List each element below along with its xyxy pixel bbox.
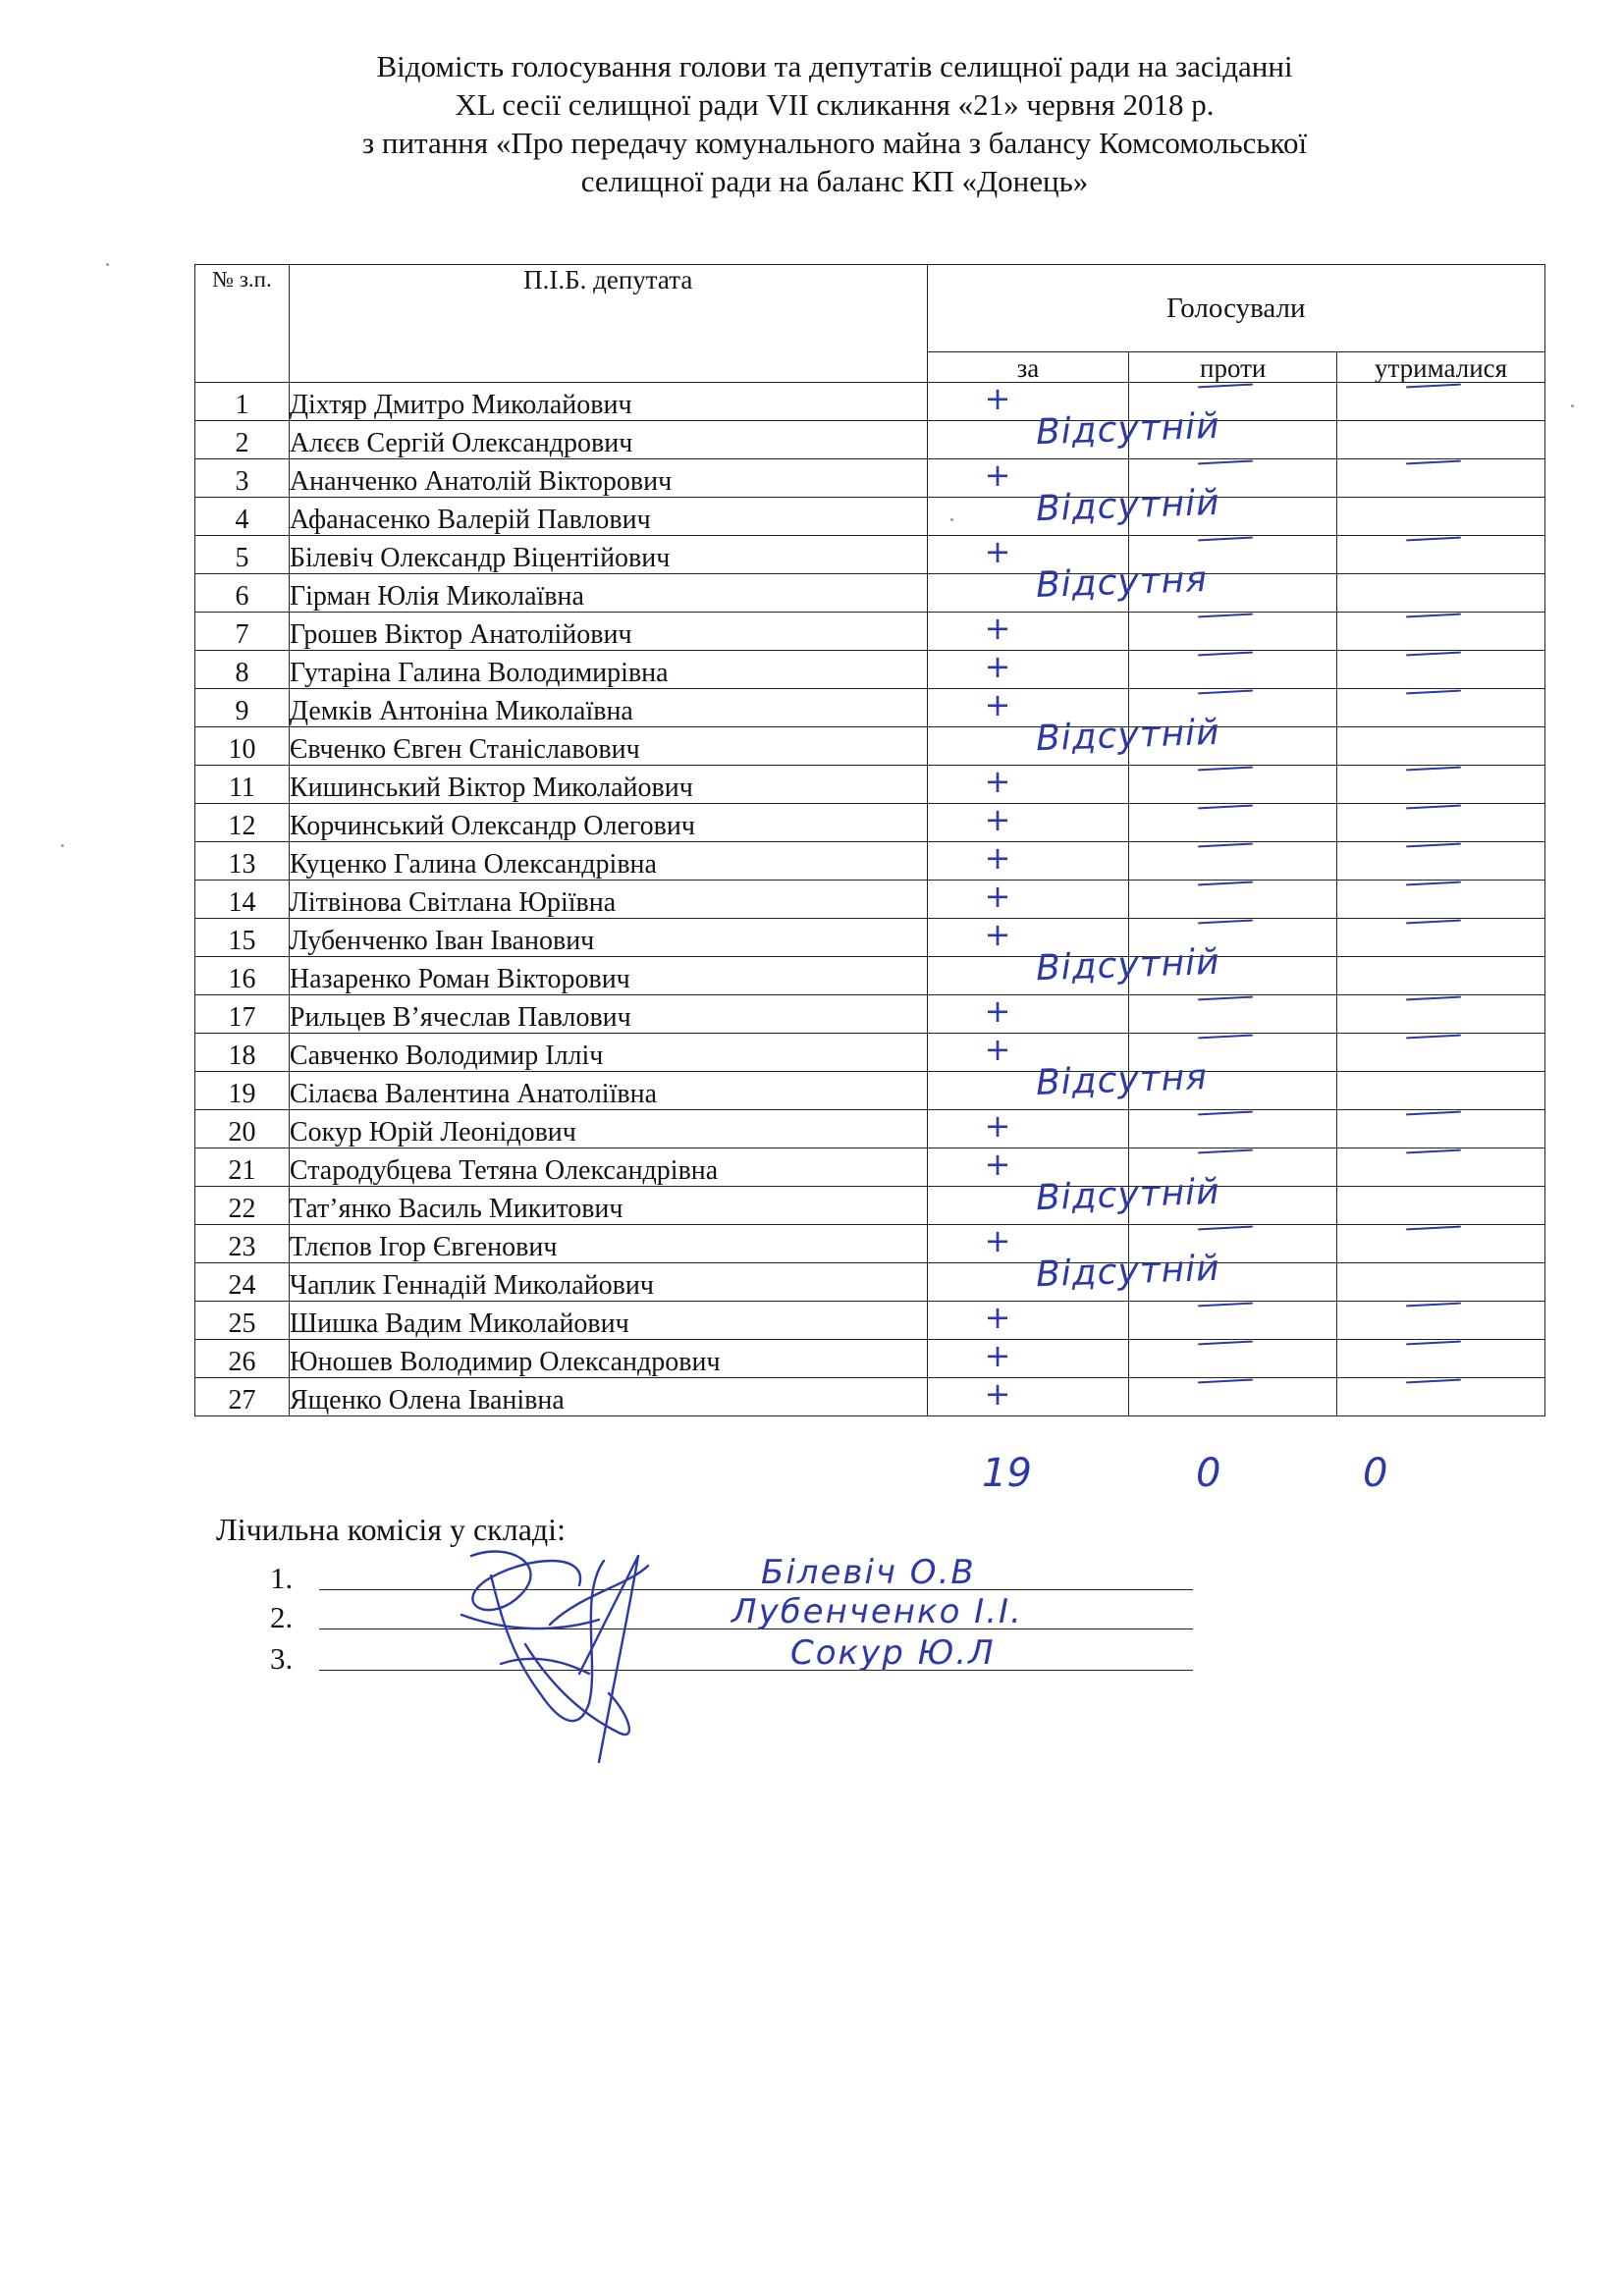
dash-mark-icon [1198,384,1253,389]
plus-mark-icon: + [984,533,1011,570]
table-row [195,459,1545,498]
plus-mark-icon: + [984,878,1011,915]
deputy-name: Шишка Вадим Миколайович [289,1302,927,1340]
deputy-name: Рильцев В’ячеслав Павлович [289,995,927,1034]
dash-mark-icon [1406,652,1461,657]
dash-mark-icon [1406,920,1461,925]
row-number: 8 [195,651,290,689]
vote-abstained-cell [1337,1110,1545,1148]
dash-mark-icon [1198,1341,1253,1346]
vote-abstained-cell [1337,881,1545,919]
plus-mark-icon: + [984,1337,1011,1374]
row-number: 13 [195,842,290,881]
dash-mark-icon [1198,690,1253,695]
deputy-name: Куценко Галина Олександрівна [289,842,927,881]
plus-mark-icon: + [984,763,1011,800]
vote-abstained-cell [1337,842,1545,881]
deputy-name: Юношев Володимир Олександрович [289,1340,927,1378]
row-number: 11 [195,766,290,804]
row-number: 20 [195,1110,290,1148]
dash-mark-icon [1406,690,1461,695]
plus-mark-icon: + [984,1146,1011,1183]
vote-abstained-cell [1337,1302,1545,1340]
title-line: XL сесії селищної ради VII скликання «21» червня 2018 р. [455,87,1215,122]
absent-note: Відсутній [1034,712,1220,760]
vote-against-cell [1129,1225,1337,1263]
dash-mark-icon [1198,537,1253,542]
vote-abstained-cell [1337,1225,1545,1263]
vote-against-cell [1129,919,1337,957]
vote-for-cell [927,1031,1129,1072]
dash-mark-icon [1406,1035,1461,1040]
vote-against-cell [1129,536,1337,574]
deputy-name: Лубенченко Іван Іванович [289,919,927,957]
plus-mark-icon: + [984,686,1011,723]
vote-for-cell [927,916,1129,957]
deputy-name: Білевіч Олександр Віцентійович [289,536,927,574]
vote-against-cell [1129,574,1337,613]
dash-mark-icon [1198,996,1253,1001]
row-number: 4 [195,498,290,536]
table-row [195,1187,1545,1225]
dash-mark-icon [1198,1111,1253,1116]
deputy-name: Гутаріна Галина Володимирівна [289,651,927,689]
dash-mark-icon [1406,996,1461,1001]
dash-mark-icon [1406,460,1461,465]
vote-against-cell [1129,881,1337,919]
vote-abstained-cell [1337,766,1545,804]
dash-mark-icon [1406,881,1461,886]
plus-mark-icon: + [984,1375,1011,1413]
row-number: 25 [195,1302,290,1340]
plus-mark-icon: + [984,1299,1011,1336]
vote-for-cell [927,801,1129,842]
row-number: 24 [195,1263,290,1302]
dash-mark-icon [1198,1035,1253,1040]
vote-for-cell [927,380,1129,421]
table-row [195,1340,1545,1378]
vote-against-cell [1129,613,1337,651]
deputy-name: Сілаєва Валентина Анатоліївна [289,1072,927,1110]
row-number: 1 [195,383,290,421]
dash-mark-icon [1406,843,1461,848]
row-number: 10 [195,727,290,766]
dash-mark-icon [1406,1303,1461,1308]
vote-abstained-cell [1337,536,1545,574]
plus-mark-icon: + [984,992,1011,1030]
table-row [195,881,1545,919]
vote-for-cell [927,533,1129,574]
vote-for-cell [927,1056,1209,1110]
vote-against-cell [1129,1263,1337,1302]
vote-against-cell [1129,804,1337,842]
vote-abstained-cell [1337,1072,1545,1110]
vote-for-cell [927,1299,1129,1340]
title-line: селищної ради на баланс КП «Донець» [580,164,1089,198]
vote-abstained-cell [1337,574,1545,613]
plus-mark-icon: + [984,839,1011,877]
commission-member-row [270,1592,1193,1635]
commission-member-index: 1. [270,1561,294,1595]
plus-mark-icon: + [984,610,1011,647]
scan-speck [61,844,64,847]
dash-mark-icon [1406,1149,1461,1154]
table-row [195,919,1545,957]
vote-for-cell [927,712,1220,766]
plus-mark-icon: + [984,648,1011,685]
vote-against-cell [1129,459,1337,498]
deputy-name: Демків Антоніна Миколаївна [289,689,927,727]
vote-abstained-cell [1337,1340,1545,1378]
deputy-name: Стародубцева Тетяна Олександрівна [289,1148,927,1187]
vote-against-cell [1129,995,1337,1034]
vote-for-cell [927,405,1220,459]
table-row [195,383,1545,421]
dash-mark-icon [1198,1149,1253,1154]
dash-mark-icon [1406,537,1461,542]
deputy-name: Чаплик Геннадій Миколайович [289,1263,927,1302]
vote-abstained-cell [1337,421,1545,459]
vote-abstained-cell [1337,1378,1545,1416]
vote-against-cell [1129,1302,1337,1340]
absent-note: Відсутній [1034,941,1220,989]
vote-abstained-cell [1337,919,1545,957]
row-number: 19 [195,1072,290,1110]
table-row [195,1378,1545,1416]
commission-member-row [270,1633,1193,1677]
deputy-name: Назаренко Роман Вікторович [289,957,927,995]
voting-table [194,264,1545,1416]
plus-mark-icon: + [984,1031,1011,1068]
deputy-name: Літвінова Світлана Юріївна [289,881,927,919]
voting-table-body [195,380,1545,1416]
vote-against-cell [1129,842,1337,881]
vote-abstained-cell [1337,1148,1545,1187]
row-number: 26 [195,1340,290,1378]
table-row [195,613,1545,651]
plus-mark-icon: + [984,1107,1011,1145]
vote-for-cell [927,456,1129,498]
dash-mark-icon [1198,920,1253,925]
table-row [195,1225,1545,1263]
dash-mark-icon [1198,652,1253,657]
vote-abstained-cell [1337,613,1545,651]
title-line: Відомість голосування голови та депутатів селищної ради на засіданні [376,49,1293,83]
row-number: 23 [195,1225,290,1263]
dash-mark-icon [1406,1111,1461,1116]
vote-for-cell [927,839,1129,881]
deputy-name: Діхтяр Дмитро Миколайович [289,383,927,421]
table-row [195,842,1545,881]
deputy-name: Сокур Юрій Леонідович [289,1110,927,1148]
vote-against-cell [1129,383,1337,421]
vote-for-cell [927,559,1209,613]
table-row [195,1148,1545,1187]
column-header-name: П.І.Б. депутата [289,265,927,383]
vote-against-cell [1129,689,1337,727]
absent-note: Відсутній [1034,405,1220,454]
vote-against-cell [1129,766,1337,804]
row-number: 12 [195,804,290,842]
vote-for-cell [927,1337,1129,1378]
vote-abstained-cell [1337,957,1545,995]
row-number: 21 [195,1148,290,1187]
table-row [195,1034,1545,1072]
row-number: 2 [195,421,290,459]
dash-mark-icon [1406,1379,1461,1384]
vote-against-cell [1129,498,1337,536]
vote-for-cell [927,878,1129,919]
vote-for-cell [927,1171,1220,1225]
deputy-name: Тат’янко Василь Микитович [289,1187,927,1225]
dash-mark-icon [1406,805,1461,810]
total-for: 19 [982,1451,1032,1496]
table-row [195,804,1545,842]
vote-for-cell [927,648,1129,689]
dash-mark-icon [1406,614,1461,618]
vote-against-cell [1129,1148,1337,1187]
row-number: 14 [195,881,290,919]
table-row [195,957,1545,995]
scan-speck [1571,404,1574,407]
vote-abstained-cell [1337,1034,1545,1072]
document-title [196,47,1473,200]
deputy-name: Корчинський Олександр Олегович [289,804,927,842]
vote-abstained-cell [1337,459,1545,498]
dash-mark-icon [1198,881,1253,886]
vote-against-cell [1129,421,1337,459]
scan-speck [950,518,953,521]
row-number: 15 [195,919,290,957]
plus-mark-icon: + [984,1222,1011,1259]
row-number: 27 [195,1378,290,1416]
vote-for-cell [927,763,1129,804]
plus-mark-icon: + [984,456,1011,494]
dash-mark-icon [1198,1379,1253,1384]
table-row [195,421,1545,459]
deputy-name: Ананченко Анатолій Вікторович [289,459,927,498]
deputy-name: Грошев Віктор Анатолійович [289,613,927,651]
column-header-against: проти [1129,352,1337,383]
deputy-name: Ященко Олена Іванівна [289,1378,927,1416]
row-number: 17 [195,995,290,1034]
vote-abstained-cell [1337,727,1545,766]
vote-for-cell [927,992,1129,1034]
absent-note: Відсутній [1034,1248,1220,1296]
vote-against-cell [1129,727,1337,766]
dash-mark-icon [1406,767,1461,772]
table-row [195,498,1545,536]
vote-for-cell [927,941,1220,995]
dash-mark-icon [1198,1226,1253,1231]
table-row [195,651,1545,689]
row-number: 16 [195,957,290,995]
table-row [195,1110,1545,1148]
vote-against-cell [1129,957,1337,995]
dash-mark-icon [1198,843,1253,848]
vote-against-cell [1129,1378,1337,1416]
dash-mark-icon [1406,1226,1461,1231]
deputy-name: Тлєпов Ігор Євгенович [289,1225,927,1263]
dash-mark-icon [1198,767,1253,772]
vote-for-cell [927,482,1220,536]
dash-mark-icon [1198,614,1253,618]
vote-against-cell [1129,1072,1337,1110]
row-number: 3 [195,459,290,498]
vote-abstained-cell [1337,689,1545,727]
commission-member-index: 2. [270,1600,294,1634]
vote-abstained-cell [1337,804,1545,842]
vote-against-cell [1129,1340,1337,1378]
absent-note: Відсутній [1034,1171,1220,1219]
vote-abstained-cell [1337,995,1545,1034]
deputy-name: Кишинський Віктор Миколайович [289,766,927,804]
deputy-name: Алєєв Сергій Олександрович [289,421,927,459]
vote-against-cell [1129,1034,1337,1072]
absent-note: Відсутня [1034,559,1209,607]
deputy-name: Савченко Володимир Ілліч [289,1034,927,1072]
plus-mark-icon: + [984,380,1011,417]
row-number: 9 [195,689,290,727]
vote-abstained-cell [1337,651,1545,689]
column-header-voted: Голосували [927,265,1544,352]
row-number: 7 [195,613,290,651]
commission-member-name: Сокур Ю.Л [790,1633,996,1673]
row-number: 6 [195,574,290,613]
deputy-name: Афанасенко Валерій Павлович [289,498,927,536]
table-row [195,689,1545,727]
table-row [195,995,1545,1034]
scan-speck [106,263,109,266]
commission-member-name: Лубенченко І.І. [731,1592,1023,1631]
vote-for-cell [927,1222,1129,1263]
table-row [195,727,1545,766]
vote-for-cell [927,1107,1129,1148]
table-row [195,1263,1545,1302]
table-row [195,574,1545,613]
row-number: 22 [195,1187,290,1225]
handwritten-signature-image [432,1536,687,1782]
column-header-number: № з.п. [195,265,290,383]
dash-mark-icon [1198,1303,1253,1308]
table-row [195,766,1545,804]
vote-against-cell [1129,1110,1337,1148]
vote-against-cell [1129,651,1337,689]
commission-member-index: 3. [270,1641,294,1676]
vote-abstained-cell [1337,383,1545,421]
commission-member-row [270,1553,1193,1596]
commission-member-name: Білевіч О.В [761,1553,976,1592]
vote-for-cell [927,1248,1220,1302]
vote-for-cell [927,1375,1129,1416]
table-row [195,536,1545,574]
row-number: 5 [195,536,290,574]
dash-mark-icon [1406,384,1461,389]
vote-abstained-cell [1337,1263,1545,1302]
table-row [195,1302,1545,1340]
total-against: 0 [1196,1451,1221,1496]
commission-label: Лічильна комісія у складі: [216,1512,566,1547]
plus-mark-icon: + [984,801,1011,838]
dash-mark-icon [1406,1341,1461,1346]
absent-note: Відсутня [1034,1056,1209,1104]
table-row [195,1072,1545,1110]
vote-for-cell [927,610,1129,651]
dash-mark-icon [1198,460,1253,465]
dash-mark-icon [1198,805,1253,810]
plus-mark-icon: + [984,916,1011,953]
vote-abstained-cell [1337,1187,1545,1225]
deputy-name: Євченко Євген Станіславович [289,727,927,766]
title-line: з питання «Про передачу комунального майна з балансу Комсомольської [361,126,1308,160]
vote-for-cell [927,686,1129,727]
column-header-for: за [927,352,1129,383]
row-number: 18 [195,1034,290,1072]
deputy-name: Гірман Юлія Миколаївна [289,574,927,613]
column-header-abstained: утрималися [1337,352,1545,383]
vote-for-cell [927,1148,1129,1187]
total-abstained: 0 [1363,1451,1388,1496]
absent-note: Відсутній [1034,482,1220,530]
vote-abstained-cell [1337,498,1545,536]
vote-against-cell [1129,1187,1337,1225]
